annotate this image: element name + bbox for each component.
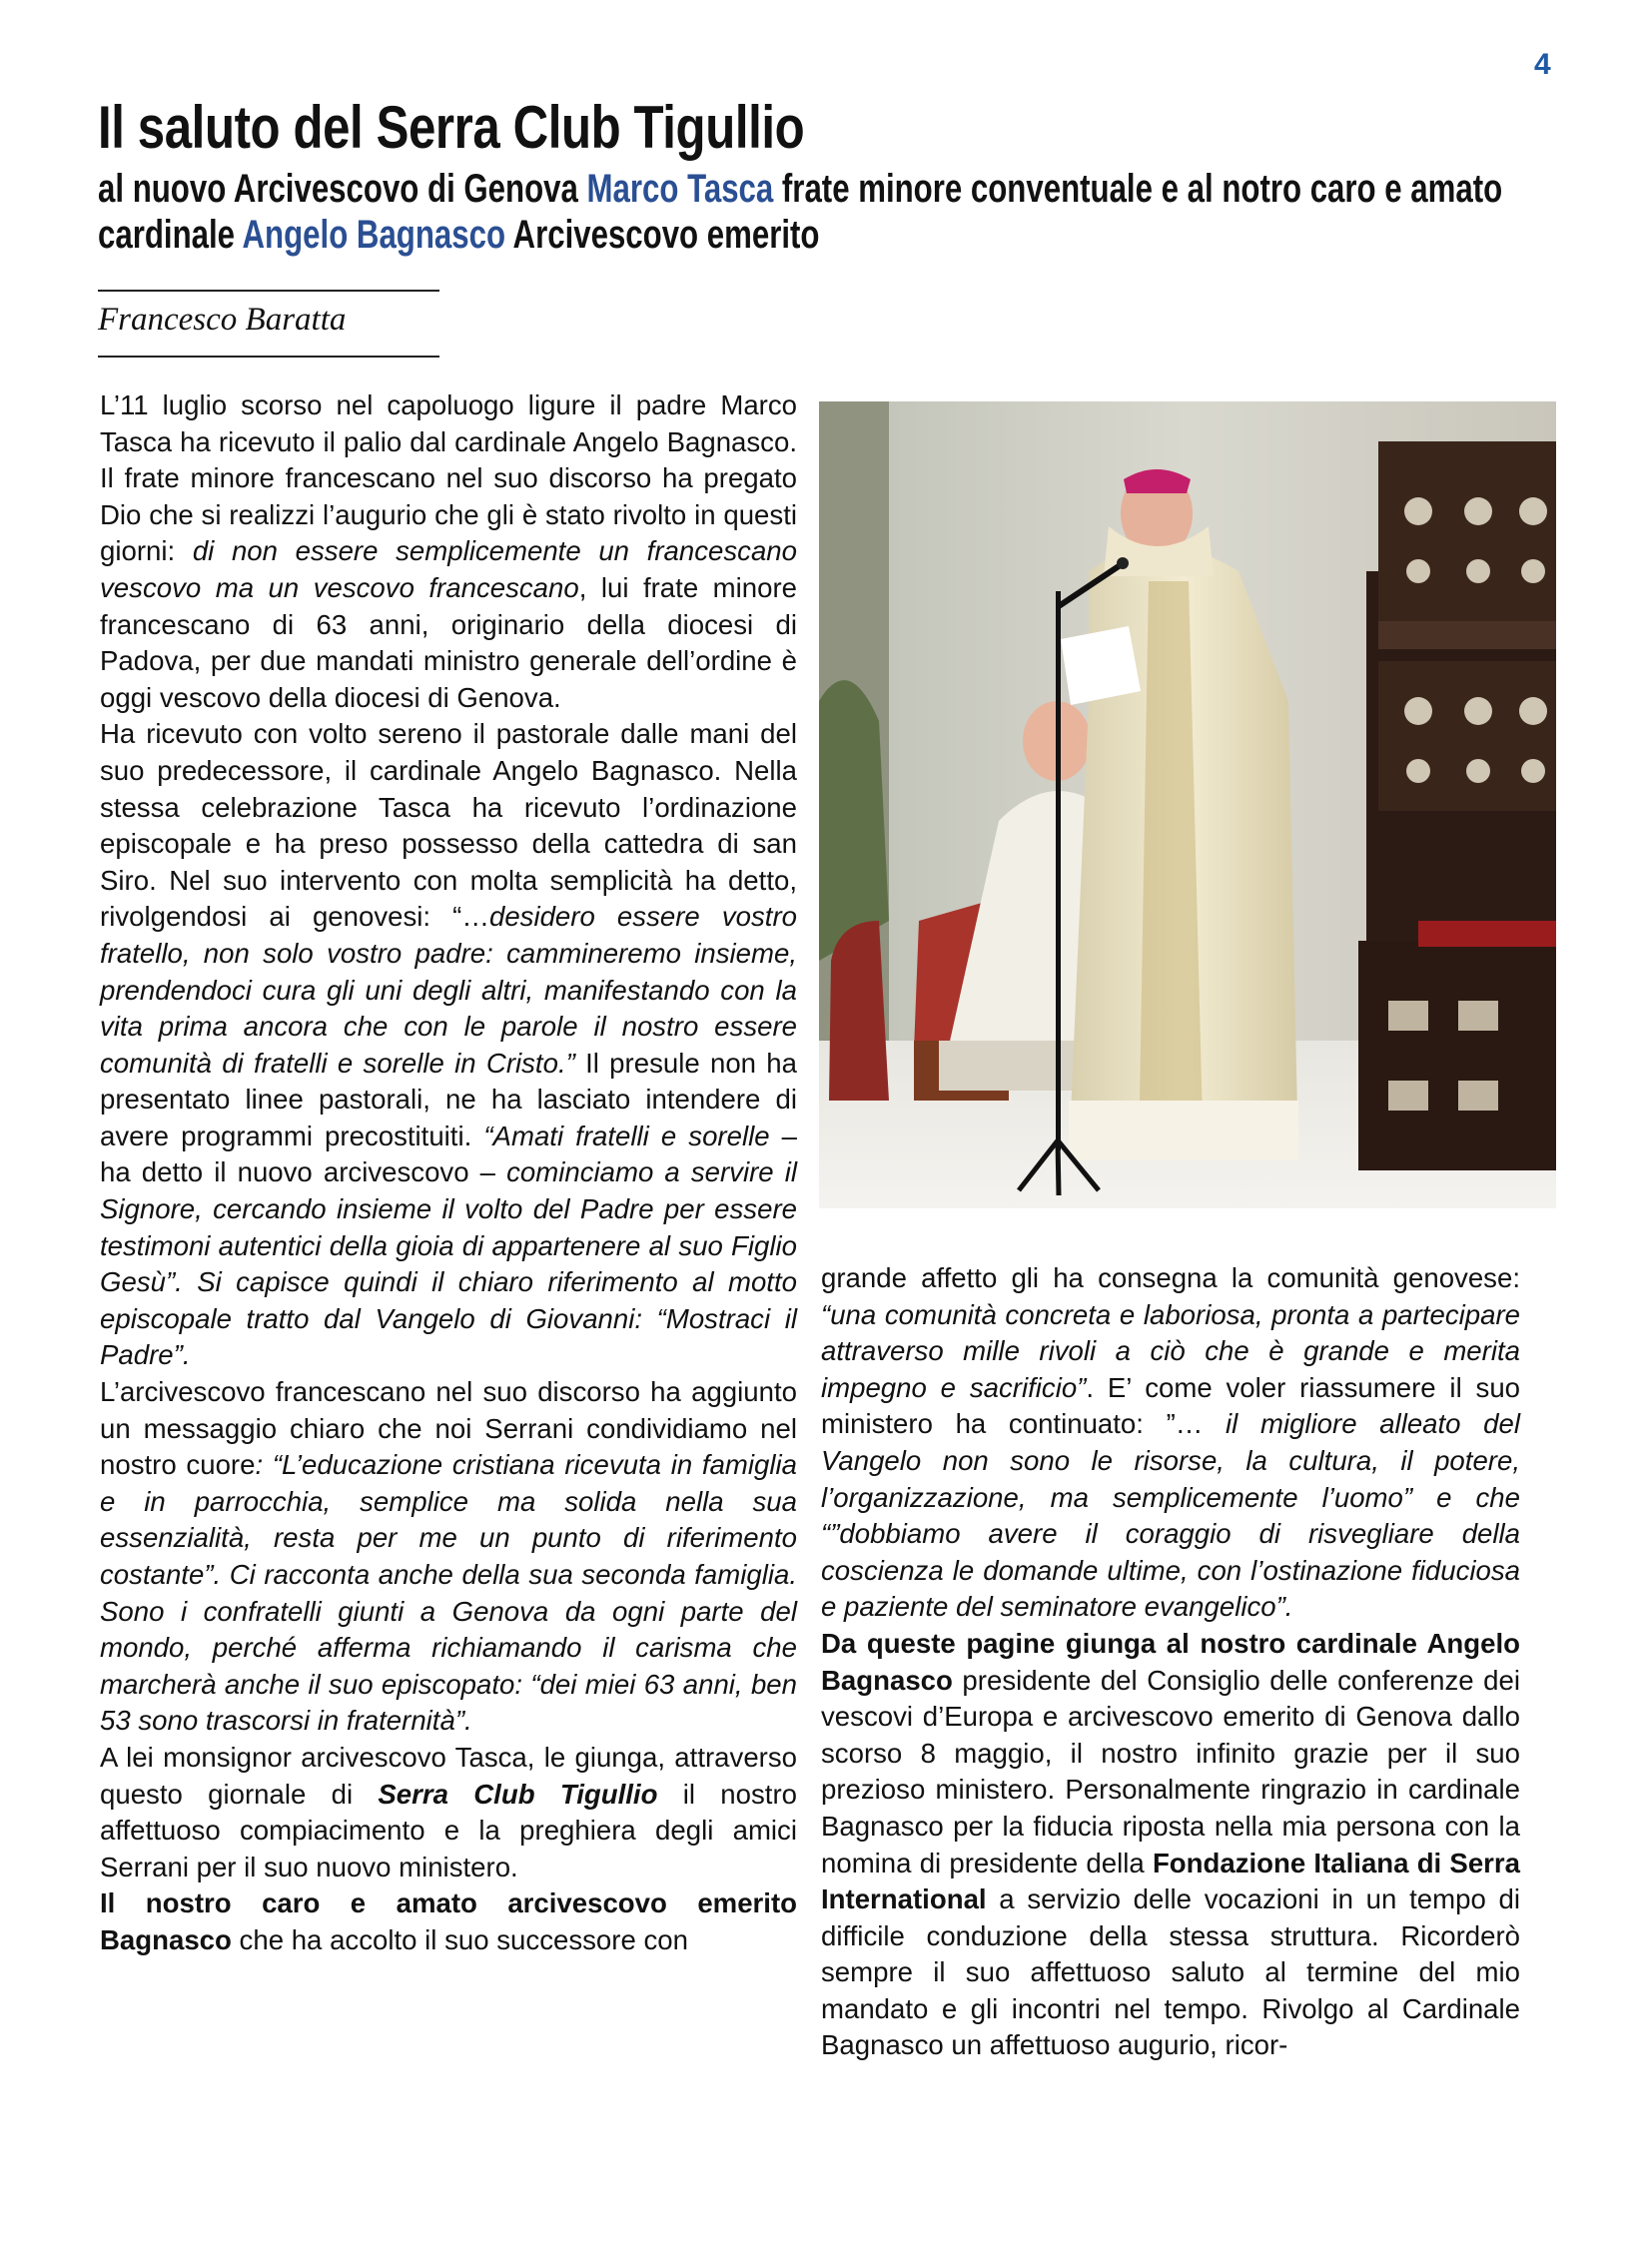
subtitle-text: frate minore conventuale e al notro caro e amato cardinale	[98, 167, 1503, 257]
paragraph	[100, 387, 797, 716]
subtitle-highlight-tasca: Marco Tasca	[586, 167, 774, 211]
bold-lead: Da queste pagine giunga al nostro cardinale Angelo Bagnasco	[821, 1627, 1520, 1696]
author-rule-bottom	[98, 356, 439, 358]
article-title: Il saluto del Serra Club Tigullio	[98, 94, 805, 161]
quote-italic: il migliore alleato del Vangelo non sono le risorse, la cultura, il potere, l’organizzazione, ma semplicemente l’uomo” e che “”dobbiamo avere il coraggio di risvegliare della coscienza le domande ultime, con l’ostinazione fiduciosa e paziente del seminatore evangelico”.	[821, 1408, 1521, 1623]
text: che ha accolto il suo successore con	[231, 1923, 688, 1955]
subtitle-highlight-bagnasco: Angelo Bagnasco	[242, 213, 506, 257]
text: L’11 luglio scorso nel capoluogo ligure il padre Marco Tasca ha ricevuto il palio dal cardinale Angelo Bagnasco. Il frate minore francescano nel suo discorso ha pregato Dio che si realizzi l’augurio che gli è stato rivolto in questi giorni:	[100, 389, 797, 567]
subtitle-text: Arcivescovo emerito	[505, 213, 820, 257]
text: . E’ come voler riassumere il suo ministero ha continuato: ”…	[821, 1371, 1521, 1440]
foundation-name: Fondazione Italiana di Serra International	[821, 1847, 1520, 1915]
quote-italic: cominciamo a servire il Signore, cercando insieme il volto del Padre per essere testimoni autentici della gioia di appartenere al suo Figlio Gesù”. Si capisce quindi il chiaro riferimento al motto episcopale tratto dal Vangelo di Giovanni: “Mostraci il Padre”.	[100, 1156, 797, 1371]
bold-lead: Il nostro caro e amato arcivescovo emerito Bagnasco	[100, 1887, 797, 1955]
paragraph	[100, 716, 797, 1374]
paragraph	[100, 1374, 797, 1740]
text: Ha ricevuto con volto sereno il pastorale dalle mani del suo predecessore, il cardinale Angelo Bagnasco. Nella stessa celebrazione Tasca ha ricevuto l’ordinazione episcopale e ha preso possesso della cattedra di san Siro. Nel suo intervento con molta semplicità ha detto, rivolgendosi ai genovesi: “…	[100, 718, 797, 933]
text: – ha detto il nuovo arcivescovo –	[100, 1120, 797, 1188]
archbishop-photo-illustration	[819, 401, 1556, 1208]
author-rule-top	[98, 290, 439, 292]
article-subtitle	[98, 166, 1547, 258]
quote-italic: “una comunità concreta e laboriosa, pronta a partecipare attraverso mille rivoli a ciò che è grande e merita impegno e sacrificio”	[821, 1298, 1520, 1403]
text: a servizio delle vocazioni in un tempo di difficile conduzione della stessa struttura. Ricorderò sempre il suo affettuoso saluto al termine del mio mandato e gli incontri nel tempo. Rivolgo al Cardinale Bagnasco un affettuoso augurio, ricor-	[821, 1883, 1520, 2061]
paragraph	[100, 1885, 797, 1958]
text: presidente del Consiglio delle conferenze dei vescovi d’Europa e arcivescovo emerito di Genova dallo scorso 8 maggio, il nostro infinito grazie per il suo prezioso ministero. Personalmente ringrazio in cardinale Bagnasco per la fiducia riposta nella mia persona con la nomina di presidente della	[821, 1664, 1520, 1878]
paragraph	[821, 1626, 1520, 2064]
text: il nostro affettuoso compiacimento e la preghiera degli amici Serrani per il suo nuovo ministero.	[100, 1778, 797, 1882]
paragraph	[821, 1260, 1520, 1626]
quote-italic: “Amati fratelli e sorelle	[483, 1120, 770, 1151]
text: Il presule non ha presentato linee pastorali, ne ha lasciato intendere di avere programmi precostituiti.	[100, 1047, 797, 1151]
text: , lui frate minore francescano di 63 anni, originario della diocesi di Padova, per due mandati ministro generale dell’ordine è oggi vescovo della diocesi di Genova.	[100, 571, 797, 713]
author-byline: Francesco Baratta	[98, 302, 347, 338]
text: grande affetto gli ha consegna la comunità genovese:	[821, 1262, 1520, 1293]
article-column-left	[100, 387, 797, 1959]
quote-italic: di non essere semplicemente un francescano vescovo ma un vescovo francescano	[100, 535, 797, 603]
article-column-right	[821, 1260, 1520, 2064]
quote-italic: : “L’educazione cristiana ricevuta in famiglia e in parrocchia, semplice ma solida nella sua essenzialità, resta per me un punto di riferimento costante”. Ci racconta anche della sua seconda famiglia. Sono i confratelli giunti a Genova da ogni parte del mondo, perché afferma richiamando il carisma che marcherà anche il suo episcopato: “dei miei 63 anni, ben 53 sono trascorsi in fraternità”.	[100, 1449, 797, 1737]
text: L’arcivescovo francescano nel suo discorso ha aggiunto un messaggio chiaro che noi Serrani condividiamo nel nostro cuore	[100, 1376, 797, 1481]
publication-name: Serra Club Tigullio	[378, 1778, 658, 1810]
page-number: 4	[1534, 48, 1551, 81]
article-photo	[819, 401, 1556, 1208]
subtitle-text: al nuovo Arcivescovo di Genova	[98, 167, 587, 211]
paragraph	[100, 1740, 797, 1885]
quote-italic: desidero essere vostro fratello, non solo vostro padre: cammineremo insieme, prendendoci cura gli uni degli altri, manifestando con la vita prima ancora che con le parole il nostro essere comunità di fratelli e sorelle in Cristo.”	[100, 901, 797, 1079]
text: A lei monsignor arcivescovo Tasca, le giunga, attraverso questo giornale di	[100, 1741, 797, 1810]
